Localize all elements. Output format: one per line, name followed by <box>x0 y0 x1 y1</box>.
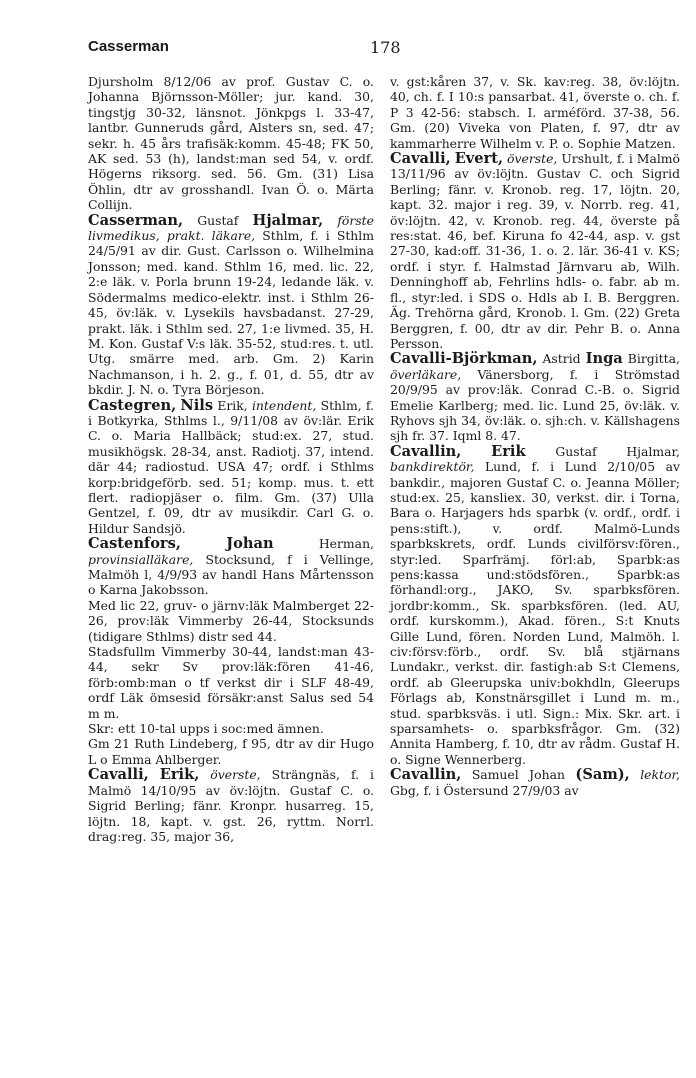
entry-cavalli-evert <box>390 151 680 351</box>
left-column <box>88 74 374 844</box>
entry-callname: Hjalmar, <box>252 211 324 229</box>
entry-text: Vänersborg, f. i Strömstad 20/9/95 av prov:läk. Conrad C.-B. o. Sigrid Emelie Karlberg; med. lic. Lund 25, öv:läk. v. Ryhovs sjh 34, öv:läk. o. sjh:ch. v. Källshagens sjh fr. 37. Iqml 8. 47. <box>390 366 680 444</box>
entry-title: provinsialläkare, <box>88 551 194 567</box>
entry-callname: Nils <box>180 396 214 414</box>
entry-cavallin-sam <box>390 767 680 798</box>
entry-title: intendent, <box>251 397 317 413</box>
entry-given-name: Gustaf <box>197 212 239 228</box>
entry-given-name: Herman, <box>318 536 374 552</box>
entry-title: bankdirektör, <box>390 459 475 475</box>
entry-given-name: Samuel Johan <box>471 767 565 783</box>
entry-paragraph: Med lic 22, gruv- o järnv:läk Malmberget 22-26, prov:läk Vimmerby 26-44, Stocksunds (tidigare Sthlms) distr sed 44. <box>88 597 374 644</box>
entry-surname: Cavallin, <box>390 766 462 784</box>
entry-text: Strängnäs, f. i Malmö 14/10/95 av öv:löjtn. Gustaf C. o. Sigrid Berling; fänr. Kronpr. husarreg. 15, löjtn. 18, kapt. v. gst. 26, ryttm. Norrl. drag:reg. 35, major 36, <box>88 767 374 844</box>
entry-text: Lund, f. i Lund 2/10/05 av bankdir., majoren Gustaf C. o. Jeanna Möller; stud:ex. 25, kansliex. 30, verkst. dir. i Torna, Bara o. Harjagers hds sparbk (v. ordf., ordf. i pens:stift.), v. ordf. Malmö-Lunds sparbkskrets, ordf. Lunds civilförsv:fören., styr:led. Sparfrämj. förl:ab, Sparbk:as pens:kassa und:stödsfören., Sparbk:as förhandl:org., JAKO, Sv. sparbksfören. jordbr:komm., Sk. sparbksfören. (led. AU, ordf. kurskomm.), Akad. fören., S:t Knuts Gille Lund, fören. Norden Lund, Malmöh. l. civ:försv:förb., ordf. Sv. blå stjärnans Lundakr., verkst. dir. fastigh:ab S:t Clemens, ordf. ab Gleerupska univ:bokhdln, Gleerups Förlags ab, Konstnärsgillet i Lund m. m., stud. sparbksväs. i utl. Sign.: Mix. Skr. art. i sparsamhets- o. sparbksfrågor. Gm. (32) Annita Hamberg, f. 10, dtr av rådm. Gustaf H. o. Signe Wennerberg. <box>390 459 680 767</box>
entry-text: Stocksund, f i Vellinge, Malmöh l, 4/9/93 av handl Hans Mårtensson o Karna Jakobsson. <box>88 551 374 598</box>
entry-title: överste, <box>507 151 558 167</box>
entry-given-name: Birgitta, <box>627 351 680 367</box>
entry-text: Gbg, f. i Östersund 27/9/03 av <box>390 782 579 798</box>
entry-surname: Cavallin, <box>390 442 462 460</box>
entry-text: Urshult, f. i Malmö 13/11/96 av öv:löjtn. Gustav C. och Sigrid Berling; fänr. v. Kronob. reg. 17, löjtn. 20, kapt. 32. major i reg. 39, v. Norrb. reg. 41, öv:löjtn. 42, v. Kronob. reg. 44, överste på res:stat. 46, bef. Kiruna fo 42-44, asp. v. gst 27-30, kad:off. 31-36, 1. o. 2. lär. 36-41 v. KS; ordf. i styr. f. Halmstad Järnvaru ab, Wilh. Denninghoff ab, Fehrlins hdls- o. fabr. ab m. fl., styr:led. i SDS o. Hdls ab I. B. Berggren. Äg. Trehörna gård, Kronob. l. Gm. (22) Greta Berggren, f. 00, dtr av dir. Pehr B. o. Anna Persson. <box>390 151 681 351</box>
entry-castenfors-johan <box>88 536 374 598</box>
entry-surname: Cavalli, <box>88 766 149 784</box>
entry-text: Sthlm, f. i Botkyrka, Sthlms l., 9/11/08 av öv:lär. Erik C. o. Maria Hallbäck; stud:ex. 27, stud. musikhögsk. 28-34, anst. Radiotj. 37, intend. där 44; radiostud. USA 47; ordf. i Sthlms korp:bridgeförb. sed. 51; komp. mus. t. ett flert. radiopjäser o. film. Gm. (37) Ulla Gentzel, f. 09, dtr av musikdir. Carl G. o. Hildur Sandsjö. <box>88 397 374 536</box>
entry-callname: Erik, <box>159 766 200 784</box>
entry-casserman-hjalmar <box>88 213 374 398</box>
entry-paragraph: Gm 21 Ruth Lindeberg, f 95, dtr av dir Hugo L o Emma Ahlberger. <box>88 736 374 767</box>
entry-given-name: Gustaf Hjalmar, <box>555 443 680 459</box>
entry-callname: Erik <box>491 442 526 460</box>
entry-text: Djursholm 8/12/06 av prof. Gustav C. o. Johanna Björnsson-Möller; jur. kand. 30, tingstjg 30-32, länsnot. Jönkpgs l. 33-47, lantbr. Gunneruds gård, Alsters sn, sed. 47; sekr. h. 45 års trafisäk:komm. 45-48; FK 50, AK sed. 53 (h), landst:man sed 54, v. ordf. Högerns riksorg. sed. 56. Gm. (31) Lisa Öhlin, dtr av grosshandl. Ivan Ö. o. Märta Collijn. <box>88 74 374 213</box>
entry-given-name: Astrid <box>542 351 581 367</box>
entry-text: Sthlm, f. i Sthlm 24/5/91 av dir. Gust. Carlsson o. Wilhelmina Jonsson; med. kand. Sthlm 16, med. lic. 22, 2:e läk. v. Porla brunn 19-24, ledande läk. v. Södermalms medico-elektr. inst. i Sthlm 26-45, öv:läk. v. Lysekils havsbadanst. 27-29, prakt. läk. i Sthlm sed. 27, 1:e livmed. 35, H. M. Kon. Gustaf V:s läk. 35-52, stud:res. t. utl. Utg. smärre med. arb. Gm. 2) Karin Nachmanson, i h. 2. g., f. 01, d. 55, dtr av bkdir. J. N. o. Tyra Börjeson. <box>88 228 374 398</box>
entry-given-name: Erik, <box>217 397 248 413</box>
entry-title: överläkare, <box>390 366 462 382</box>
entry-title: förste livmedikus, prakt. läkare, <box>88 212 374 244</box>
running-head-title: Casserman <box>88 38 169 55</box>
entry-title: lektor, <box>640 767 680 783</box>
entry-callname: Inga <box>585 350 623 368</box>
entry-surname: Castenfors, <box>88 535 181 553</box>
entry-paragraph: Skr: ett 10-tal upps i soc:med ämnen. <box>88 721 324 737</box>
entry-callname: Johan <box>226 535 274 553</box>
entry-surname: Cavalli-Björkman, <box>390 350 538 368</box>
entry-castegren-nils <box>88 398 374 537</box>
entry-cavalli-erik <box>88 767 374 844</box>
entry-surname: Castegren, <box>88 396 177 414</box>
entry-cavallin-erik <box>390 444 680 768</box>
entry-continuation <box>88 74 374 213</box>
entry-callname: (Sam), <box>575 766 630 784</box>
entry-surname: Casserman, <box>88 211 184 229</box>
page-number: 178 <box>370 38 401 57</box>
entry-surname: Cavalli, <box>390 150 451 168</box>
right-column <box>390 74 680 798</box>
entry-text: v. gst:kåren 37, v. Sk. kav:reg. 38, öv:löjtn. 40, ch. f. I 10:s pansarbat. 41, överste o. ch. f. P 3 42-56: stabsch. I. arméförd. 37-38, 56. Gm. (20) Viveka von Platen, f. 97, dtr av kammarherre Wilhelm v. P. o. Sophie Matzen. <box>390 74 680 151</box>
entry-title: överste, <box>210 767 261 783</box>
entry-callname: Evert, <box>454 150 504 168</box>
entry-continuation <box>390 74 680 151</box>
entry-paragraph: Stadsfullm Vimmerby 30-44, landst:man 43-44, sekr Sv prov:läk:fören 41-46, förb:omb:man o tf verkst dir i SLF 48-49, ordf Läk ömsesid försäkr:anst Salus sed 54 m m. <box>88 644 374 721</box>
entry-cavalli-bjorkman <box>390 351 680 443</box>
